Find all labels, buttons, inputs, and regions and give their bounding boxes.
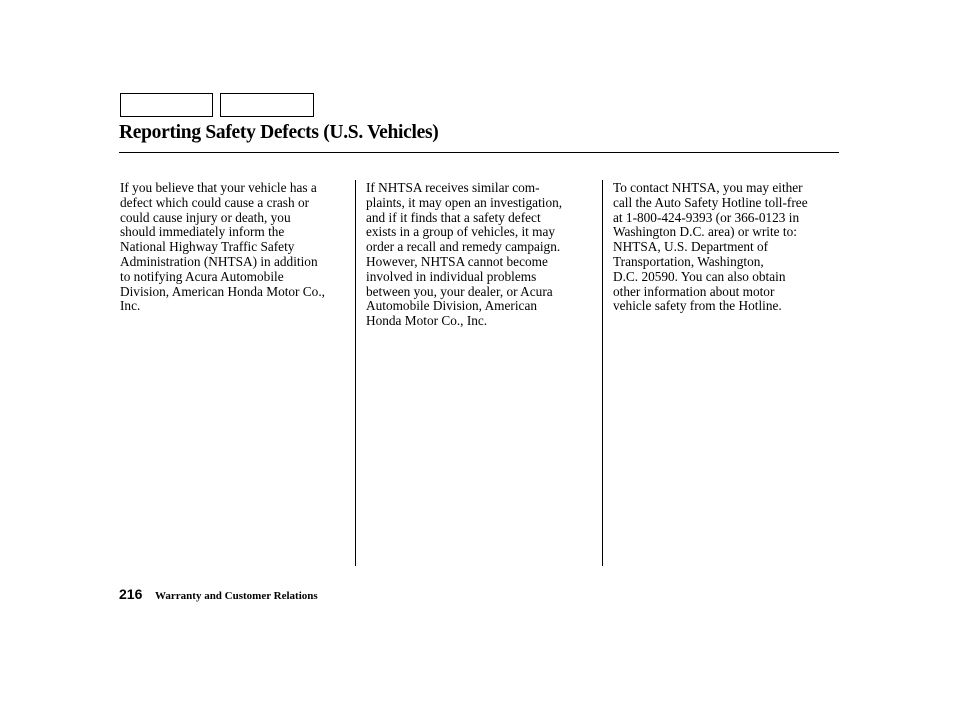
- text-column-3: [613, 181, 808, 314]
- text-line: National Highway Traffic Safety: [120, 239, 295, 255]
- text-line: However, NHTSA cannot become: [366, 253, 548, 269]
- text-line: Division, American Honda Motor Co.,: [120, 283, 325, 299]
- page-number: 216: [119, 586, 143, 602]
- text-line: NHTSA, U.S. Department of: [613, 239, 769, 255]
- column-divider: [602, 180, 603, 566]
- text-line: If NHTSA receives similar com-: [366, 180, 540, 195]
- text-line: Transportation, Washington,: [613, 253, 764, 269]
- text-line: exists in a group of vehicles, it may: [366, 224, 556, 240]
- text-line: Administration (NHTSA) in addition: [120, 253, 318, 269]
- nav-button-previous[interactable]: [120, 93, 213, 117]
- footer-section-title: Warranty and Customer Relations: [155, 590, 318, 602]
- text-line: involved in individual problems: [366, 268, 537, 284]
- text-line: vehicle safety from the Hotline.: [613, 298, 782, 314]
- text-line: between you, your dealer, or Acura: [366, 283, 553, 299]
- column-divider: [355, 180, 356, 566]
- text-line: D.C. 20590. You can also obtain: [613, 268, 786, 284]
- text-line: other information about motor: [613, 283, 775, 299]
- text-line: Honda Motor Co., Inc.: [366, 313, 488, 329]
- title-rule: [119, 152, 839, 153]
- text-line: and if it finds that a safety defect: [366, 209, 541, 225]
- text-column-2: [366, 181, 562, 329]
- text-line: To contact NHTSA, you may either: [613, 180, 803, 195]
- text-line: plaints, it may open an investigation,: [366, 194, 563, 210]
- text-line: to notifying Acura Automobile: [120, 268, 284, 284]
- text-line: call the Auto Safety Hotline toll-free: [613, 194, 808, 210]
- text-line: order a recall and remedy campaign.: [366, 239, 561, 255]
- text-line: defect which could cause a crash or: [120, 194, 310, 210]
- text-line: at 1-800-424-9393 (or 366-0123 in: [613, 209, 800, 225]
- text-line: should immediately inform the: [120, 224, 285, 240]
- text-line: Automobile Division, American: [366, 298, 537, 314]
- text-line: If you believe that your vehicle has a: [120, 180, 317, 195]
- text-line: could cause injury or death, you: [120, 209, 291, 225]
- nav-button-next[interactable]: [220, 93, 314, 117]
- text-line: Inc.: [120, 298, 141, 314]
- text-column-1: [120, 181, 325, 314]
- page-title: Reporting Safety Defects (U.S. Vehicles): [119, 122, 439, 143]
- text-line: Washington D.C. area) or write to:: [613, 224, 797, 240]
